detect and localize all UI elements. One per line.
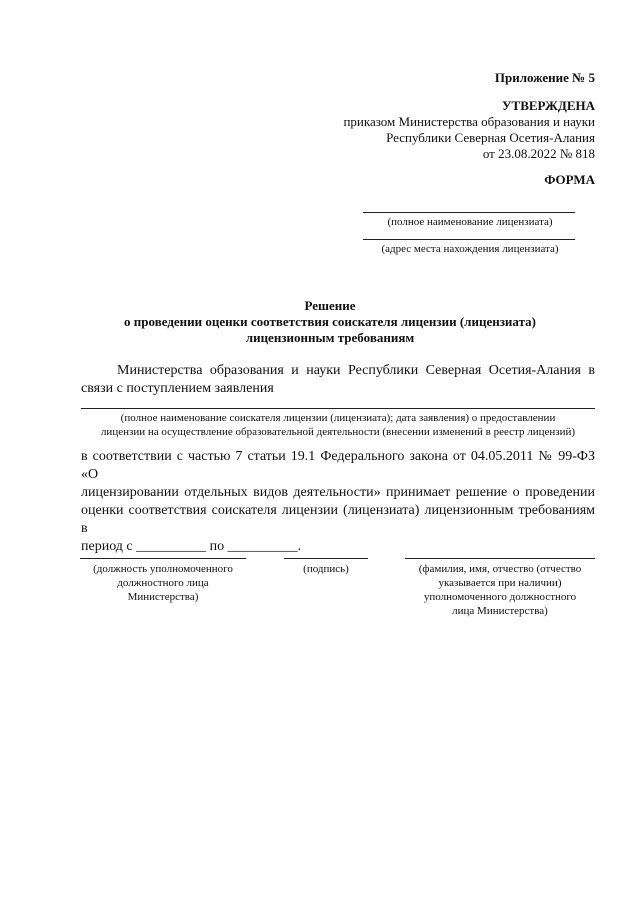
order-line-1: приказом Министерства образования и науки: [343, 114, 595, 129]
title-line-2: о проведении оценки соответствия соискателя лицензии (лицензиата): [124, 314, 536, 329]
paragraph-1: [81, 362, 595, 398]
position-caption: [70, 562, 256, 604]
name-line-4: лица Министерства): [452, 605, 548, 617]
para2-line-1: в соответствии с частью 7 статьи 19.1 Федерального закона от 04.05.2011 № 99-ФЗ «О: [81, 449, 595, 482]
form-label: ФОРМА: [544, 172, 595, 187]
signature-line: [284, 558, 368, 559]
para1-line-2: связи с поступлением заявления: [81, 381, 274, 396]
licensee-address-caption: (адрес места нахождения лицензиата): [381, 243, 559, 255]
order-line-2: Республики Северная Осетия-Алания: [386, 130, 595, 145]
applicant-line: [81, 408, 595, 409]
approved-title: УТВЕРЖДЕНА: [501, 98, 595, 113]
appendix-label: Приложение № 5: [494, 70, 595, 85]
caption-line-1: (полное наименование соискателя лицензии (лицензиата); дата заявления) о предоставлении: [120, 412, 556, 424]
para1-line-1: Министерства образования и науки Республики Северная Осетия-Алания в: [117, 363, 595, 378]
name-caption: [395, 562, 605, 618]
approval-block: [343, 98, 595, 162]
title-line-3: лицензионным требованиям: [245, 330, 415, 345]
order-line-3: от 23.08.2022 № 818: [482, 146, 595, 161]
caption-line-2: лицензии на осуществление образовательной деятельности (внесении изменений в реестр лицензий): [100, 426, 576, 438]
position-line-3: Министерства): [127, 591, 199, 603]
name-line-3: уполномоченного должностного: [423, 591, 577, 603]
para2-line-3: оценки соответствия соискателя лицензии (лицензиата) лицензионным требованиям в: [81, 503, 595, 536]
decision-title: [60, 298, 600, 346]
position-line-2: должностного лица: [117, 577, 209, 589]
paragraph-2: [81, 448, 595, 556]
para2-line-2: лицензировании отдельных видов деятельности» принимает решение о проведении: [81, 485, 595, 500]
licensee-name-line: [363, 212, 575, 213]
position-line-1: (должность уполномоченного: [93, 563, 233, 575]
licensee-name-caption: (полное наименование лицензиата): [387, 216, 553, 228]
name-line-2: указывается при наличии): [438, 577, 562, 589]
title-line-1: Решение: [304, 298, 356, 313]
licensee-address-line: [363, 239, 575, 240]
position-signature-line: [80, 558, 246, 559]
name-signature-line: [405, 558, 595, 559]
name-line-1: (фамилия, имя, отчество (отчество: [418, 563, 582, 575]
para2-line-4: период с __________ по __________.: [81, 539, 302, 554]
signature-caption: (подпись): [303, 563, 349, 575]
applicant-caption: [70, 411, 606, 439]
